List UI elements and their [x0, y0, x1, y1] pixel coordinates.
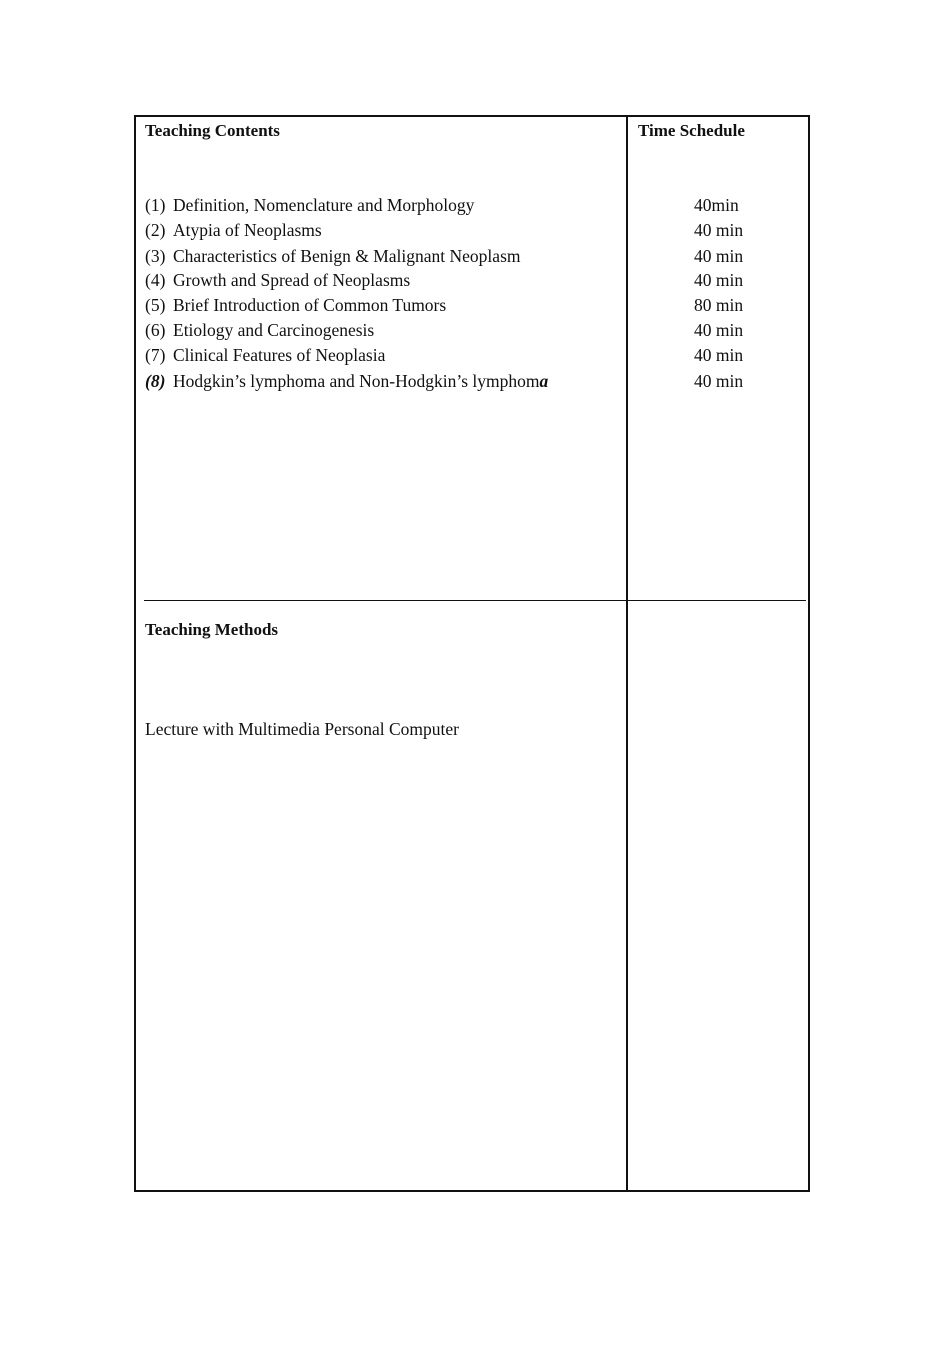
item-text: Characteristics of Benign & Malignant Neoplasm — [173, 246, 521, 266]
content-item-4 — [145, 270, 410, 290]
item-number: (5) — [145, 295, 166, 315]
time-value-8: 40 min — [694, 371, 744, 391]
teaching-methods-heading: Teaching Methods — [145, 620, 279, 639]
item-text: Clinical Features of Neoplasia — [173, 345, 386, 365]
column-divider — [626, 115, 628, 1190]
item-number: (2) — [145, 220, 166, 240]
content-item-3 — [145, 246, 521, 266]
content-item-1 — [145, 195, 474, 215]
item-number: (1) — [145, 195, 166, 215]
item-text: Brief Introduction of Common Tumors — [173, 295, 447, 315]
item-number: (8) — [145, 371, 166, 391]
time-value-4: 40 min — [694, 270, 744, 290]
item-number: (6) — [145, 320, 166, 340]
item-text: Etiology and Carcinogenesis — [173, 320, 375, 340]
content-item-8 — [145, 371, 548, 391]
time-value-7: 40 min — [694, 345, 744, 365]
content-item-6 — [145, 320, 374, 340]
content-item-2 — [145, 220, 322, 240]
row-divider — [144, 600, 806, 601]
time-value-1: 40min — [694, 195, 739, 215]
item-text: Growth and Spread of Neoplasms — [173, 270, 411, 290]
item-number: (4) — [145, 270, 166, 290]
item-text: Atypia of Neoplasms — [173, 220, 322, 240]
time-value-2: 40 min — [694, 220, 744, 240]
item-text: Hodgkin’s lymphoma and Non-Hodgkin’s lymphom — [173, 371, 540, 391]
teaching-contents-heading: Teaching Contents — [145, 121, 280, 140]
item-text-tail: a — [539, 371, 549, 391]
time-schedule-heading: Time Schedule — [638, 121, 745, 140]
item-number: (3) — [145, 246, 166, 266]
teaching-method-text: Lecture with Multimedia Personal Computer — [145, 719, 459, 739]
item-text: Definition, Nomenclature and Morphology — [173, 195, 475, 215]
content-item-5 — [145, 295, 446, 315]
time-value-3: 40 min — [694, 246, 744, 266]
time-value-5: 80 min — [694, 295, 744, 315]
item-number: (7) — [145, 345, 166, 365]
time-value-6: 40 min — [694, 320, 744, 340]
content-item-7 — [145, 345, 385, 365]
